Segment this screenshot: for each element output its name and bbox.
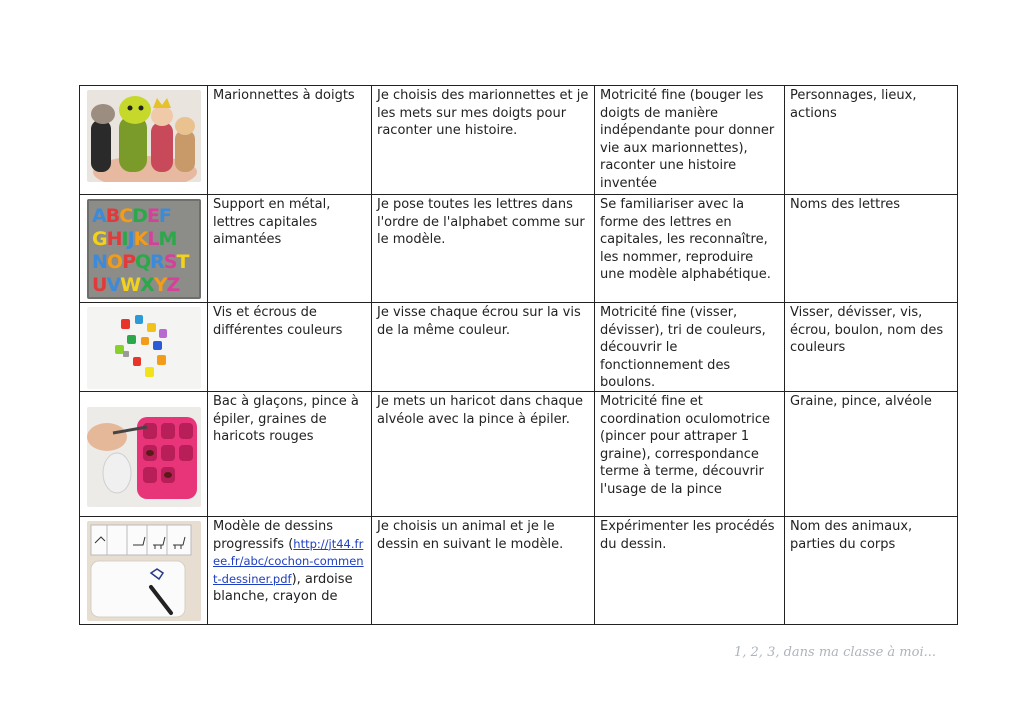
- skills-text: Motricité fine (visser, dévisser), tri de couleurs, découvrir le fonctionnement des boulons.: [600, 305, 766, 391]
- vocabulary-cell: [785, 86, 958, 195]
- table-row: [80, 392, 958, 517]
- material-cell: [208, 517, 372, 625]
- table-row: [80, 303, 958, 392]
- action-cell: [372, 195, 595, 303]
- action-text: Je visse chaque écrou sur la vis de la même couleur.: [377, 305, 581, 338]
- skills-cell: [595, 303, 785, 392]
- action-text: Je pose toutes les lettres dans l'ordre de l'alphabet comme sur le modèle.: [377, 197, 585, 248]
- action-cell: [372, 303, 595, 392]
- photo-cell: [80, 86, 208, 195]
- material-cell: [208, 392, 372, 517]
- skills-text: Motricité fine (bouger les doigts de manière indépendante pour donner vie aux marionnettes), raconter une histoire inventée: [600, 88, 775, 191]
- skills-cell: [595, 195, 785, 303]
- material-text: Support en métal, lettres capitales aimantées: [213, 197, 331, 248]
- vocabulary-cell: [785, 517, 958, 625]
- action-text: Je mets un haricot dans chaque alvéole avec la pince à épiler.: [377, 394, 583, 427]
- skills-text: Motricité fine et coordination oculomotrice (pincer pour attraper 1 graine), correspondance terme à terme, découvrir l'usage de la pince: [600, 394, 770, 497]
- vocabulary-text: Nom des animaux, parties du corps: [790, 519, 913, 552]
- magnetic-letters-photo: [87, 199, 201, 299]
- footer-signature: 1, 2, 3, dans ma classe à moi...: [734, 645, 937, 660]
- table-row: [80, 517, 958, 625]
- photo-cell: [80, 303, 208, 392]
- material-cell: [208, 303, 372, 392]
- skills-text: Expérimenter les procédés du dessin.: [600, 519, 775, 552]
- vocabulary-text: Noms des lettres: [790, 197, 901, 212]
- action-cell: [372, 86, 595, 195]
- table-row: [80, 86, 958, 195]
- vocabulary-cell: [785, 392, 958, 517]
- letters-row: UVWXYZ: [92, 274, 180, 296]
- action-cell: [372, 392, 595, 517]
- skills-cell: [595, 86, 785, 195]
- finger-puppets-photo: [87, 90, 201, 182]
- material-text: Vis et écrous de différentes couleurs: [213, 305, 343, 338]
- vocabulary-cell: [785, 195, 958, 303]
- material-text: Marionnettes à doigts: [213, 88, 355, 103]
- drawing-slate-photo: [87, 521, 201, 621]
- material-text: Modèle de dessins progressifs (: [213, 519, 333, 552]
- action-text: Je choisis un animal et je le dessin en suivant le modèle.: [377, 519, 564, 552]
- skills-text: Se familiariser avec la forme des lettres en capitales, les reconnaître, les nommer, reproduire une modèle alphabétique.: [600, 197, 771, 283]
- vocabulary-cell: [785, 303, 958, 392]
- photo-cell: [80, 392, 208, 517]
- material-cell: [208, 86, 372, 195]
- table-row: [80, 195, 958, 303]
- vocabulary-text: Personnages, lieux, actions: [790, 88, 917, 121]
- photo-cell: [80, 517, 208, 625]
- photo-cell: [80, 195, 208, 303]
- skills-cell: [595, 517, 785, 625]
- action-text: Je choisis des marionnettes et je les mets sur mes doigts pour raconter une histoire.: [377, 88, 589, 139]
- skills-cell: [595, 392, 785, 517]
- material-text-continued: ), ardoise blanche, crayon de: [213, 571, 353, 605]
- action-cell: [372, 517, 595, 625]
- material-text: Bac à glaçons, pince à épiler, graines de haricots rouges: [213, 394, 359, 445]
- vocabulary-text: Graine, pince, alvéole: [790, 394, 932, 409]
- letters-row: GHIJKLM: [92, 228, 177, 250]
- letters-row: ABCDEF: [92, 205, 171, 227]
- activities-table: [79, 85, 958, 625]
- vocabulary-text: Visser, dévisser, vis, écrou, boulon, nom des couleurs: [790, 305, 944, 356]
- ice-tray-tweezers-photo: [87, 407, 201, 507]
- material-cell: [208, 195, 372, 303]
- letters-row: NOPQRST: [92, 251, 189, 273]
- drawing-model-link[interactable]: http://jt44.free.fr/abc/cochon-comment-dessiner.pdf: [213, 536, 364, 586]
- screws-and-nuts-photo: [87, 307, 201, 389]
